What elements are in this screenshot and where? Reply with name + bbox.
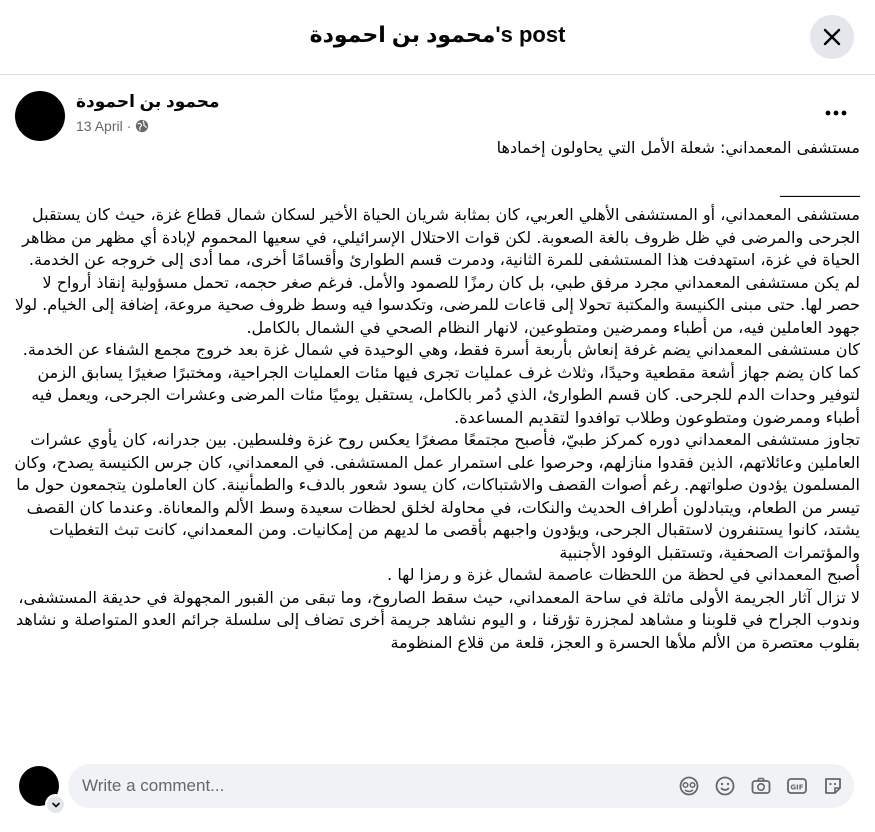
post-paragraph: أصبح المعمداني في لحظة من اللحظات عاصمة لشمال غزة و رمزا لها . xyxy=(387,565,860,584)
close-button[interactable] xyxy=(810,15,854,59)
post-paragraph: لم يكن مستشفى المعمداني مجرد مرفق طبي، بل كان رمزًا للصمود والأمل. فرغم صغر حجمه، تحمل مسؤولية إنقاذ أرواح لا حصر لها. حتى مبنى الكنيسة والمكتبة تحولا إلى قاعات للمرضى، وتكدسوا فيه وسط ظروف صحية مروعة، إضافة إلى الخيام. لولا جهود العاملين فيه، من أطباء وممرضين ومتطوعين، لانهار النظام الصحي في الشمال بالكامل. xyxy=(14,272,860,337)
svg-text:GIF: GIF xyxy=(790,783,804,792)
post-paragraph: مستشفى المعمداني، أو المستشفى الأهلي العربي، كان بمثابة شريان الحياة الأخير لسكان شمال قطاع غزة، حيث كان يستقبل الجرحى والمرضى في ظل ظروف بالغة الصعوبة. لكن قوات الاحتلال الإسرائيلي، في سعيها المحموم لإبادة أي مظهر من مظاهر الحياة في غزة، استهدفت هذا المستشفى للمرة الثانية، ودمرت قسم الطوارئ وأقسامًا أخرى، مما أدى إلى خروجه عن الخدمة. xyxy=(22,205,860,269)
account-switcher[interactable] xyxy=(45,794,66,815)
sticker-button[interactable] xyxy=(820,774,846,798)
post-paragraph: لا تزال آثار الجريمة الأولى ماثلة في ساحة المعمداني، حيث سقط الصاروخ، وما تبقى من القبور المجهولة في حديقة المستشفى، وندوب الجراح في قلوبنا و مشاهد لمجزرة تؤرقنا ، و اليوم نشاهد جريمة أخرى تضاف إلى سلسلة جرائم العدو المتواصلة و نشاهد بقلوب معتصرة من الألم ملأها الحسرة و العجز، قلعة من قلاع المنظومة xyxy=(15,587,860,652)
post-paragraph: كان مستشفى المعمداني يضم غرفة إنعاش بأربعة أسرة فقط، وهي الوحيدة في شمال غزة بعد خروج مجمع الشفاء عن الخدمة. كما كان يضم جهاز أشعة مقطعية وحيدًا، وثلاث غرف عمليات تجرى فيها مئات العمليات الجراحية، ومختبرًا صغيرًا يسابق الزمن لتوفير وحدات الدم للجرحى. كان قسم الطوارئ، الذي دُمر بالكامل، يستقبل يوميًا مئات المرضى وعشرات الجرحى، ويعمل فيه أطباء وممرضون ومتطوعون وطلاب توافدوا لتقديم المساعدة. xyxy=(22,340,860,427)
text-separator: __________ xyxy=(780,177,860,197)
comment-composer xyxy=(0,752,875,832)
post-dialog-header xyxy=(0,0,875,75)
comment-tools xyxy=(676,774,846,798)
close-icon xyxy=(822,27,842,47)
globe-icon[interactable] xyxy=(135,119,149,133)
meta-separator: · xyxy=(126,118,132,134)
post-body xyxy=(14,133,860,745)
post-date[interactable]: 13 April xyxy=(76,118,123,134)
post-meta xyxy=(76,118,149,134)
camera-icon xyxy=(750,775,772,797)
gif-button[interactable] xyxy=(784,774,810,798)
emoji-icon xyxy=(714,775,736,797)
gif-icon xyxy=(786,775,808,797)
comment-input[interactable] xyxy=(82,764,602,808)
camera-button[interactable] xyxy=(748,774,774,798)
emoji-button[interactable] xyxy=(712,774,738,798)
page-title: محمود بن احمودة's post xyxy=(309,22,566,47)
author-name[interactable]: محمود بن احمودة xyxy=(76,92,220,111)
more-options-icon xyxy=(824,110,848,116)
avatar-sticker-button[interactable] xyxy=(676,774,702,798)
post-heading: مستشفى المعمداني: شعلة الأمل التي يحاولون إخمادها xyxy=(496,138,860,157)
avatar-sticker-icon xyxy=(678,775,700,797)
post-paragraph: تجاوز مستشفى المعمداني دوره كمركز طبيّ، فأصبح مجتمعًا مصغرًا يعكس روح غزة وفلسطين. بين جدرانه، كان يأوي عشرات العاملين وعائلاتهم، الذين فقدوا منازلهم، وحرصوا على استمرار عمل المستشفى. في المعمداني، كان جرس الكنيسة يصدح، وكان المسلمون يؤدون صلواتهم. رغم أصوات القصف والاشتباكات، كان يسود شعور بالدفء والطمأنينة. كان العاملون يتجمعون حول ما تيسر من الطعام، ويتبادلون أطراف الحديث والنكات، في محاولة لخلق لحظات سعيدة وسط الألم والمعاناة. وعندما كان القصف يشتد، كانوا يستنفرون لاستقبال الجرحى، ويؤدون واجبهم بأقصى ما لديهم من إمكانيات. ومن المعمداني، كانت تبث التغطيات والمؤتمرات الصحفية، وتستقبل الوفود الأجنبية xyxy=(14,430,860,562)
more-options-button[interactable] xyxy=(818,100,854,126)
sticker-icon xyxy=(822,775,844,797)
chevron-down-icon xyxy=(51,800,61,810)
comment-box xyxy=(68,764,854,808)
